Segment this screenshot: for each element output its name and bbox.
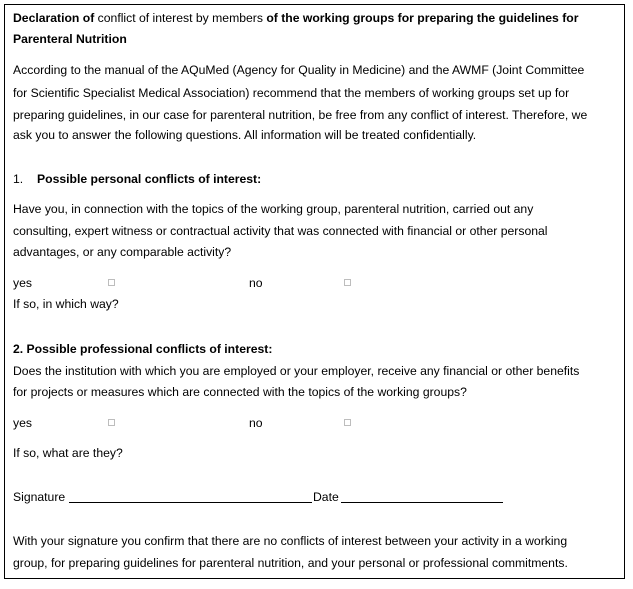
intro-line-2: for Scientific Specialist Medical Association) recommend that the members of working groups set up for xyxy=(13,86,570,100)
intro-line-1: According to the manual of the AQuMed (Agency for Quality in Medicine) and the AWMF (Joint Committee xyxy=(13,63,585,77)
section2-no-label: no xyxy=(249,416,263,430)
section2-yes-label: yes xyxy=(13,416,32,430)
form-title-line2-text: Parenteral Nutrition xyxy=(13,32,127,46)
section1-followup: If so, in which way? xyxy=(13,297,119,311)
footer-line-2: group, for preparing guidelines for parenteral nutrition, and your personal or professional commitments. xyxy=(13,556,568,570)
title-part-bold-1: Declaration of xyxy=(13,11,95,25)
form-title xyxy=(13,11,617,25)
title-part-normal: conflict of interest by members xyxy=(94,11,267,25)
section2-title-text: 2. Possible professional conflicts of interest: xyxy=(13,342,273,356)
section2-question-line-1: Does the institution with which you are employed or your employer, receive any financial or other benefits xyxy=(13,364,580,378)
section1-yes-checkbox[interactable] xyxy=(108,279,115,286)
form-title-line2 xyxy=(13,32,127,46)
signature-line[interactable] xyxy=(69,502,312,503)
section1-question-line-1: Have you, in connection with the topics of the working group, parenteral nutrition, carried out any xyxy=(13,202,534,216)
section1-question-line-3: advantages, or any comparable activity? xyxy=(13,245,232,259)
section2-followup: If so, what are they? xyxy=(13,446,123,460)
intro-line-4: ask you to answer the following questions. All information will be treated confidentially. xyxy=(13,128,477,142)
date-label: Date xyxy=(313,490,339,504)
section1-number: 1. xyxy=(13,172,24,186)
section2-no-checkbox[interactable] xyxy=(344,419,351,426)
section2-question-line-2: for projects or measures which are connected with the topics of the working groups? xyxy=(13,385,467,399)
section1-question-line-2: consulting, expert witness or contractual activity that was connected with financial or other personal xyxy=(13,224,548,238)
section1-no-checkbox[interactable] xyxy=(344,279,351,286)
section1-title-text: Possible personal conflicts of interest: xyxy=(37,172,262,186)
date-line[interactable] xyxy=(341,502,503,503)
intro-line-3: preparing guidelines, in our case for parenteral nutrition, be free from any conflict of interest. Therefore, we xyxy=(13,108,588,122)
signature-label: Signature xyxy=(13,490,66,504)
section1-title xyxy=(37,172,261,186)
footer-line-1: With your signature you confirm that there are no conflicts of interest between your activity in a working xyxy=(13,534,568,548)
section2-yes-checkbox[interactable] xyxy=(108,419,115,426)
section1-yes-label: yes xyxy=(13,276,32,290)
title-part-bold-2: of the working groups for preparing the guidelines for xyxy=(266,11,579,25)
section1-no-label: no xyxy=(249,276,263,290)
section2-title xyxy=(13,342,272,356)
